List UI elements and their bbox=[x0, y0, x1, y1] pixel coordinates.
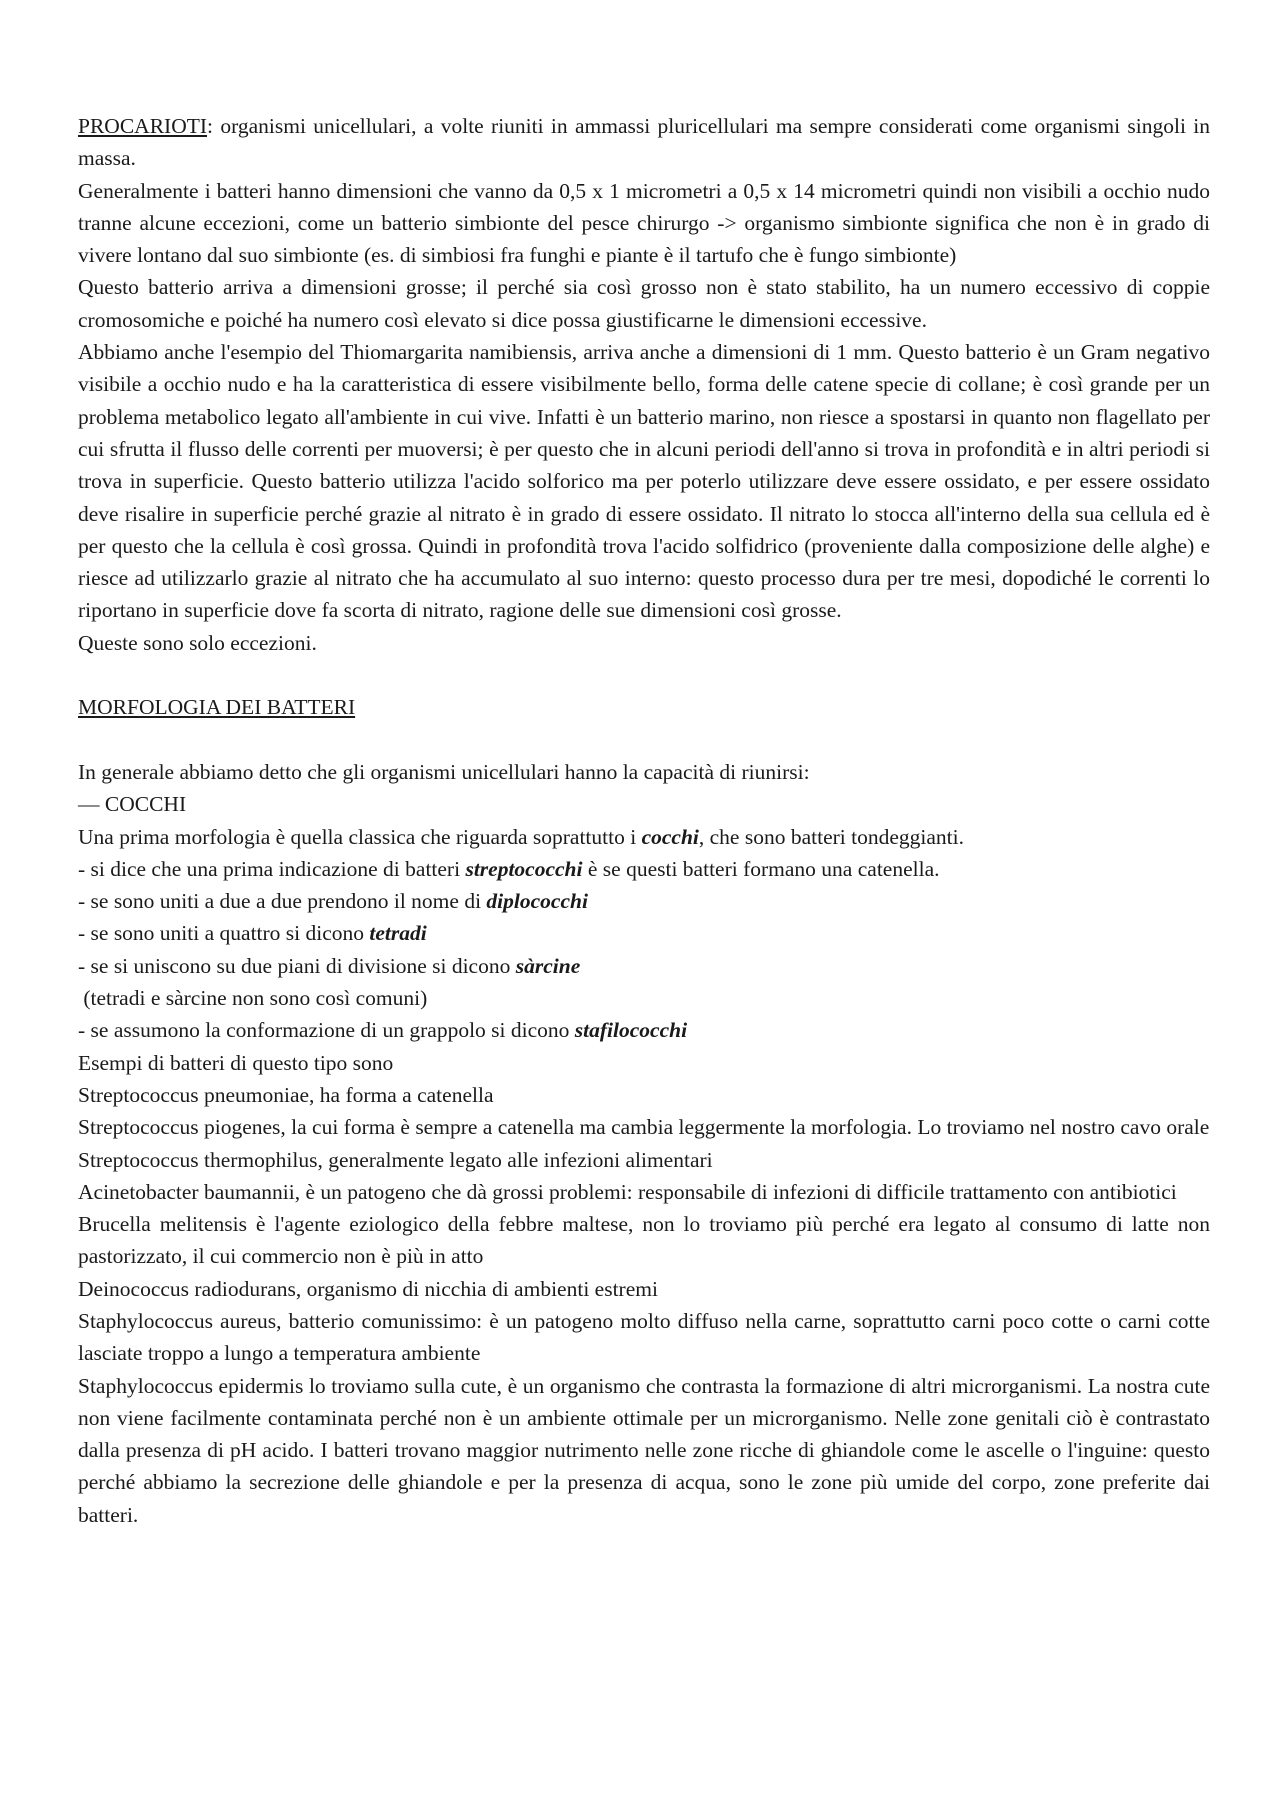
term-tetradi: tetradi bbox=[369, 921, 427, 946]
note-tetradi-sarcine: (tetradi e sàrcine non sono così comuni) bbox=[78, 986, 428, 1011]
example-item: Deinococcus radiodurans, organismo di nicchia di ambienti estremi bbox=[78, 1276, 658, 1301]
term-stafilococchi: stafilococchi bbox=[574, 1018, 688, 1043]
example-item: Streptococcus thermophilus, generalmente legato alle infezioni alimentari bbox=[78, 1147, 713, 1172]
text-run: è se questi batteri formano una catenella. bbox=[582, 856, 940, 881]
section-heading-procarioti: PROCARIOTI bbox=[78, 114, 208, 138]
text-run: Una prima morfologia è quella classica che riguarda soprattutto i bbox=[78, 824, 642, 849]
blank-line bbox=[78, 724, 1210, 756]
text-run: - se si uniscono su due piani di divisione si dicono bbox=[78, 953, 516, 978]
intro-text: : organismi unicellulari, a volte riuniti in ammassi pluricellulari ma sempre considerati come organismi singoli in massa. bbox=[78, 114, 1210, 171]
text-run: - se assumono la conformazione di un grappolo si dicono bbox=[78, 1018, 575, 1043]
term-diplococchi: diplococchi bbox=[486, 889, 588, 914]
paragraph-exceptions: Queste sono solo eccezioni. bbox=[78, 630, 317, 655]
term-cocchi: cocchi bbox=[641, 824, 699, 849]
example-item: Acinetobacter baumannii, è un patogeno che dà grossi problemi: responsabile di infezioni di difficile trattamento con antibiotici bbox=[78, 1179, 1177, 1204]
bullet-tetradi bbox=[78, 917, 1210, 949]
bullet-diplococchi bbox=[78, 885, 1210, 917]
paragraph-dimensions: Generalmente i batteri hanno dimensioni che vanno da 0,5 x 1 micrometri a 0,5 x 14 micrometri quindi non visibili a occhio nudo tranne alcune eccezioni, come un batterio simbionte del pesce chirurgo -> organismo simbionte significa che non è in grado di vivere lontano dal suo simbionte (es. di simbiosi fra funghi e piante è il tartufo che è fungo simbionte) bbox=[78, 178, 1210, 268]
bullet-sarcine bbox=[78, 950, 1210, 982]
text-run: , che sono batteri tondeggianti. bbox=[698, 824, 964, 849]
example-item: Staphylococcus epidermis lo troviamo sulla cute, è un organismo che contrasta la formazione di altri microrganismi. La nostra cute non viene facilmente contaminata perché non è un ambiente ottimale per un microrganismo. Nelle zone genitali ciò è contrastato dalla presenza di pH acido. I batteri trovano maggior nutrimento nelle zone ricche di ghiandole come le ascelle o l'inguine: questo perché abbiamo la secrezione delle ghiandole e per la presenza di acqua, sono le zone più umide del corpo, zone preferite dai batteri. bbox=[78, 1373, 1210, 1527]
paragraph-large-bacterium: Questo batterio arriva a dimensioni grosse; il perché sia così grosso non è stato stabilito, ha un numero eccessivo di coppie cromosomiche e poiché ha numero così elevato si dice possa giustificarne le dimensioni eccessive. bbox=[78, 275, 1210, 332]
text-run: - se sono uniti a quattro si dicono bbox=[78, 921, 370, 946]
example-item: Streptococcus pneumoniae, ha forma a catenella bbox=[78, 1082, 494, 1107]
example-item: Brucella melitensis è l'agente eziologico della febbre maltese, non lo troviamo più perché era legato al consumo di latte non pastorizzato, il cui commercio non è più in atto bbox=[78, 1212, 1210, 1269]
term-sarcine: sàrcine bbox=[515, 953, 581, 978]
bullet-stafilococchi bbox=[78, 1014, 1210, 1046]
example-item: Streptococcus piogenes, la cui forma è sempre a catenella ma cambia leggermente la morfologia. Lo troviamo nel nostro cavo orale bbox=[78, 1115, 1210, 1140]
intro-paragraph bbox=[78, 110, 1210, 175]
section-heading-morfologia: MORFOLOGIA DEI BATTERI bbox=[78, 695, 356, 720]
text-run: - se sono uniti a due a due prendono il nome di bbox=[78, 889, 487, 914]
paragraph-thiomargarita: Abbiamo anche l'esempio del Thiomargarita namibiensis, arriva anche a dimensioni di 1 mm. Questo batterio è un Gram negativo visibile a occhio nudo e ha la caratteristica di essere visibilmente bello, forma delle catene specie di collane; è così grande per un problema metabolico legato all'ambiente in cui vive. Infatti è un batterio marino, non riesce a spostarsi in quanto non flagellato per cui sfrutta il flusso delle correnti per muoversi; è per questo che in alcuni periodi dell'anno si trova in profondità e in altri periodi si trova in superficie. Questo batterio utilizza l'acido solforico ma per poterlo utilizzare deve essere ossidato, e per essere ossidato deve risalire in superficie perché grazie al nitrato è in grado di essere ossidato. Il nitrato lo stocca all'interno della sua cellula ed è per questo che la cellula è così grossa. Quindi in profondità trova l'acido solfidrico (proveniente dalla composizione delle alghe) e riesce ad utilizzarlo grazie al nitrato che ha accumulato al suo interno: questo processo dura per tre mesi, dopodiché le correnti lo riportano in superficie dove fa scorta di nitrato, ragione delle sue dimensioni così grosse. bbox=[78, 340, 1210, 623]
text-run: - si dice che una prima indicazione di batteri bbox=[78, 856, 466, 881]
blank-line bbox=[78, 659, 1210, 691]
examples-intro: Esempi di batteri di questo tipo sono bbox=[78, 1050, 394, 1075]
cocchi-title: — COCCHI bbox=[78, 792, 187, 817]
morphology-intro: In generale abbiamo detto che gli organismi unicellulari hanno la capacità di riunirsi: bbox=[78, 759, 810, 784]
bullet-streptococchi bbox=[78, 853, 1210, 885]
example-item: Staphylococcus aureus, batterio comunissimo: è un patogeno molto diffuso nella carne, soprattutto carni poco cotte o carni cotte lasciate troppo a lungo a temperatura ambiente bbox=[78, 1308, 1210, 1366]
cocchi-description bbox=[78, 821, 1210, 853]
term-streptococchi: streptococchi bbox=[465, 856, 583, 881]
